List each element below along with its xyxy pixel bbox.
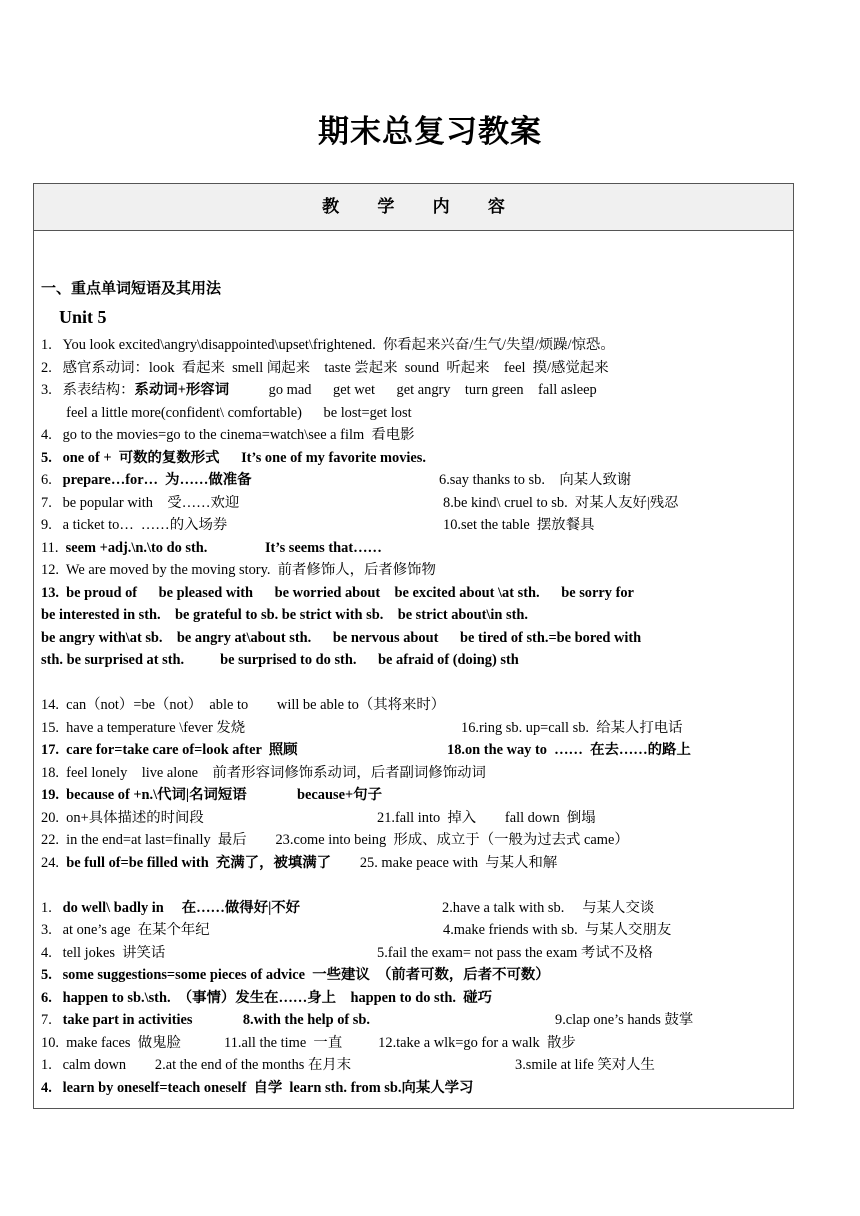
item-text: sth. be surprised at sth. be surprised to do sth. be afraid of (doing) sth bbox=[41, 652, 519, 668]
item-text: 24. bbox=[41, 854, 67, 871]
list-item bbox=[41, 424, 789, 447]
item-text: 13. be proud of be pleased with be worried about be excited about \at sth. be sorry for bbox=[41, 584, 634, 601]
item-text: 14. can（not）=be（not） able to will be able to（其将来时） bbox=[41, 697, 446, 713]
item-text: 1. bbox=[41, 899, 63, 916]
section-heading: 一、重点单词短语及其用法 bbox=[41, 281, 222, 297]
item-text-col2: 5.fail the exam= not pass the exam 考试不及格 bbox=[377, 944, 653, 961]
list-item bbox=[41, 807, 789, 830]
item-text-col2: 9.clap one’s hands 鼓掌 bbox=[555, 1012, 694, 1028]
item-text: 10. make faces 做鬼脸 11.all the time 一直 12.take a wlk=go for a walk 散步 bbox=[41, 1034, 576, 1051]
list-item bbox=[41, 829, 789, 852]
item-text: feel a little more(confident\ comfortable) be lost=get lost bbox=[41, 404, 412, 421]
list-item bbox=[41, 469, 789, 492]
item-text: 17. care for=take care of=look after 照顾 bbox=[41, 742, 298, 758]
item-text: 12. We are moved by the moving story. 前者修饰人，后者修饰物 bbox=[41, 562, 436, 578]
item-text: 18. feel lonely live alone 前者形容词修饰系动词，后者副词修饰动词 bbox=[41, 764, 486, 781]
item-text-bold: take part in activities 8.with the help of sb. bbox=[62, 1012, 370, 1028]
item-text: 4. tell jokes 讲笑话 bbox=[41, 944, 166, 961]
list-item bbox=[41, 762, 789, 785]
list-item bbox=[41, 784, 789, 807]
list-item bbox=[41, 1054, 789, 1077]
item-text: 3. at one’s age 在某个年纪 bbox=[41, 922, 210, 938]
list-item bbox=[41, 379, 789, 402]
item-text: 6. bbox=[41, 472, 63, 488]
list-item bbox=[41, 694, 789, 717]
table-header bbox=[34, 184, 793, 231]
item-text: 5. some suggestions=some pieces of advice 一些建议 （前者可数，后者不可数） bbox=[41, 967, 550, 983]
list-item bbox=[41, 402, 789, 425]
item-text: 4. learn by oneself=teach oneself 自学 learn sth. from sb.向某人学习 bbox=[41, 1079, 474, 1096]
list-item bbox=[41, 604, 789, 627]
list-item bbox=[41, 559, 789, 582]
item-text: 6. happen to sb.\sth. （事情）发生在……身上 happen to do sth. 碰巧 bbox=[41, 989, 492, 1006]
list-item bbox=[41, 1009, 789, 1032]
item-text: 2. 感官系动词：look 看起来 smell 闻起来 taste 尝起来 sound 听起来 feel 摸/感觉起来 bbox=[41, 359, 609, 376]
item-text: 3. 系表结构： bbox=[41, 382, 135, 398]
item-text: 19. because of +n.\代词|名词短语 because+句子 bbox=[41, 787, 382, 803]
item-text-bold: prepare…for… 为……做准备 bbox=[62, 472, 252, 488]
blank-line bbox=[41, 874, 789, 897]
item-text-col2: 3.smile at life 笑对人生 bbox=[515, 1057, 655, 1073]
item-text: 5. one of + 可数的复数形式 It’s one of my favorite movies. bbox=[41, 449, 426, 466]
item-text: 7. bbox=[41, 1012, 63, 1028]
item-text: be angry with\at sb. be angry at\about sth. be nervous about be tired of sth.=be bored with bbox=[41, 629, 642, 646]
header-char: 容 bbox=[487, 197, 505, 216]
unit-heading: Unit 5 bbox=[59, 307, 107, 327]
list-item bbox=[41, 357, 789, 380]
list-item bbox=[41, 514, 789, 537]
list-item bbox=[41, 1032, 789, 1055]
list-item bbox=[41, 537, 789, 560]
item-text: 7. be popular with 受……欢迎 bbox=[41, 494, 240, 511]
item-text: be interested in sth. be grateful to sb. be strict with sb. be strict about\in sth. bbox=[41, 607, 529, 623]
item-text: 9. a ticket to… ……的入场券 bbox=[41, 517, 228, 533]
item-text-rest: 25. make peace with 与某人和解 bbox=[331, 854, 558, 871]
list-item bbox=[41, 942, 789, 965]
item-text: 22. in the end=at last=finally 最后 23.come into being 形成、成立于（一般为过去式 came） bbox=[41, 832, 629, 848]
list-item bbox=[41, 964, 789, 987]
item-text: 4. go to the movies=go to the cinema=watch\see a film 看电影 bbox=[41, 427, 415, 443]
item-text: 1. You look excited\angry\disappointed\upset\frightened. 你看起来兴奋/生气/失望/烦躁/惊恐。 bbox=[41, 337, 615, 353]
list-item bbox=[41, 987, 789, 1010]
list-item bbox=[41, 649, 789, 672]
item-text: 20. on+具体描述的时间段 bbox=[41, 809, 204, 826]
list-item bbox=[41, 739, 789, 762]
item-text-col2: 18.on the way to …… 在去……的路上 bbox=[447, 742, 691, 758]
item-text: 11. bbox=[41, 539, 66, 556]
item-text-bold: be full of=be filled with 充满了，被填满了 bbox=[66, 854, 332, 871]
blank-line bbox=[41, 672, 789, 695]
item-text: 1. calm down 2.at the end of the months 在月末 bbox=[41, 1057, 352, 1073]
content-table bbox=[33, 183, 794, 1109]
list-item bbox=[41, 1077, 789, 1100]
list-item bbox=[41, 897, 789, 920]
page-title: 期末总复习教案 bbox=[318, 114, 542, 149]
list-item bbox=[41, 627, 789, 650]
list-item bbox=[41, 852, 789, 875]
list-item bbox=[41, 492, 789, 515]
item-text-bold: seem +adj.\n.\to do sth. It’s seems that…… bbox=[65, 539, 382, 556]
header-char: 内 bbox=[432, 197, 450, 216]
header-char: 学 bbox=[377, 197, 395, 216]
item-text: 15. have a temperature \fever 发烧 bbox=[41, 719, 246, 736]
item-text-bold: do well\ badly in 在……做得好|不好 bbox=[62, 899, 301, 916]
list-item bbox=[41, 582, 789, 605]
line-list bbox=[41, 334, 789, 1099]
item-text-col2: 16.ring sb. up=call sb. 给某人打电话 bbox=[461, 719, 683, 736]
item-text-col2: 10.set the table 摆放餐具 bbox=[443, 517, 595, 533]
content-body bbox=[41, 278, 789, 1099]
item-text-col2: 2.have a talk with sb. 与某人交谈 bbox=[442, 899, 655, 916]
item-text-rest: go mad get wet get angry turn green fall asleep bbox=[229, 382, 597, 398]
item-text-bold: 系动词+形容词 bbox=[134, 382, 230, 398]
item-text-col2: 4.make friends with sb. 与某人交朋友 bbox=[443, 922, 672, 938]
list-item bbox=[41, 717, 789, 740]
item-text-col2: 21.fall into 掉入 fall down 倒塌 bbox=[377, 809, 596, 826]
list-item bbox=[41, 447, 789, 470]
item-text-col2: 8.be kind\ cruel to sb. 对某人友好|残忍 bbox=[443, 494, 679, 511]
header-char: 教 bbox=[322, 197, 340, 216]
list-item bbox=[41, 334, 789, 357]
item-text-col2: 6.say thanks to sb. 向某人致谢 bbox=[439, 472, 632, 488]
list-item bbox=[41, 919, 789, 942]
